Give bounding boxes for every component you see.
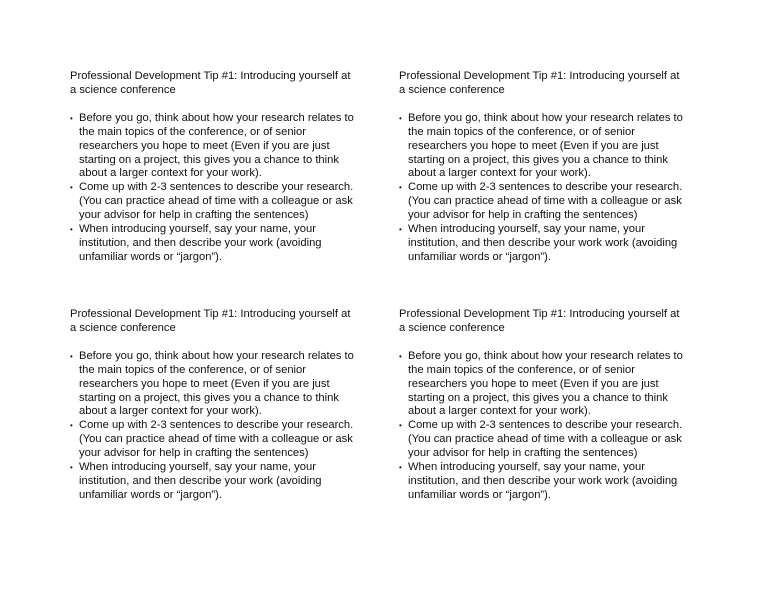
card-title-line: a science conference — [70, 83, 176, 96]
card-title-line: Professional Development Tip #1: Introducing yourself at — [399, 308, 680, 320]
bullet-icon: • — [399, 183, 402, 193]
tip-line: institution, and then describe your work work (avoiding — [408, 236, 678, 249]
tip-item — [70, 112, 370, 182]
tip-line: When introducing yourself, say your name, your — [408, 223, 645, 236]
bullet-icon: • — [399, 225, 402, 235]
card-title-line: a science conference — [399, 321, 505, 334]
tip-line: (You can practice ahead of time with a colleague or ask — [408, 433, 682, 446]
bullet-icon: • — [70, 225, 73, 235]
tip-card — [399, 70, 699, 265]
tip-line: the main topics of the conference, or of senior — [79, 125, 306, 138]
bullet-icon: • — [70, 351, 73, 361]
bullet-icon: • — [399, 421, 402, 431]
tip-line: Come up with 2-3 sentences to describe your research. — [79, 419, 354, 432]
tip-card — [70, 70, 370, 265]
tip-line: starting on a project, this gives you a chance to think — [79, 153, 339, 166]
tip-line: the main topics of the conference, or of senior — [408, 125, 635, 138]
bullet-icon: • — [399, 463, 402, 473]
tip-line: When introducing yourself, say your name, your — [408, 461, 645, 474]
bullet-icon: • — [399, 113, 402, 123]
tip-list — [70, 350, 370, 503]
tip-item — [399, 419, 699, 461]
card-title — [70, 70, 370, 98]
tip-line: unfamiliar words or “jargon”). — [408, 250, 551, 263]
tip-item — [70, 223, 370, 265]
tip-list — [70, 112, 370, 265]
tip-line: your advisor for help in crafting the sentences) — [79, 209, 309, 222]
tip-line: starting on a project, this gives you a chance to think — [79, 391, 339, 404]
tip-line: researchers you hope to meet (Even if you are just — [79, 377, 330, 390]
card-title-line: Professional Development Tip #1: Introducing yourself at — [70, 70, 351, 82]
card-title — [399, 70, 699, 98]
tip-line: your advisor for help in crafting the sentences) — [79, 447, 309, 460]
tip-line: researchers you hope to meet (Even if you are just — [408, 139, 659, 152]
tip-line: starting on a project, this gives you a chance to think — [408, 153, 668, 166]
tip-line: about a larger context for your work). — [79, 405, 262, 418]
bullet-icon: • — [70, 463, 73, 473]
tip-line: Come up with 2-3 sentences to describe your research. — [408, 419, 683, 432]
tip-line: (You can practice ahead of time with a colleague or ask — [79, 433, 353, 446]
tip-line: your advisor for help in crafting the sentences) — [408, 447, 638, 460]
tip-item — [399, 112, 699, 182]
tip-item — [70, 419, 370, 461]
tip-line: (You can practice ahead of time with a colleague or ask — [408, 195, 682, 208]
tip-line: the main topics of the conference, or of senior — [408, 363, 635, 376]
card-title-line: a science conference — [399, 83, 505, 96]
tip-line: your advisor for help in crafting the sentences) — [408, 209, 638, 222]
tip-line: Come up with 2-3 sentences to describe your research. — [408, 181, 683, 194]
card-title-line: Professional Development Tip #1: Introducing yourself at — [399, 70, 680, 82]
tip-item — [70, 350, 370, 420]
tip-line: institution, and then describe your work work (avoiding — [408, 474, 678, 487]
tip-line: Before you go, think about how your research relates to — [408, 349, 683, 362]
bullet-icon: • — [70, 421, 73, 431]
tip-line: about a larger context for your work). — [408, 405, 591, 418]
card-title — [70, 308, 370, 336]
tip-card — [70, 308, 370, 503]
tip-line: researchers you hope to meet (Even if you are just — [408, 377, 659, 390]
tip-line: institution, and then describe your work (avoiding — [79, 474, 322, 487]
tip-line: When introducing yourself, say your name, your — [79, 461, 316, 474]
tip-line: about a larger context for your work). — [79, 167, 262, 180]
bullet-icon: • — [70, 113, 73, 123]
bullet-icon: • — [70, 183, 73, 193]
bullet-icon: • — [399, 351, 402, 361]
tip-line: about a larger context for your work). — [408, 167, 591, 180]
tip-item — [70, 461, 370, 503]
tip-line: unfamiliar words or “jargon”). — [79, 250, 222, 263]
tip-line: the main topics of the conference, or of senior — [79, 363, 306, 376]
tip-item — [399, 223, 699, 265]
tip-line: starting on a project, this gives you a chance to think — [408, 391, 668, 404]
tip-line: researchers you hope to meet (Even if you are just — [79, 139, 330, 152]
tip-item — [399, 181, 699, 223]
tip-line: Before you go, think about how your research relates to — [408, 111, 683, 124]
card-title-line: a science conference — [70, 321, 176, 334]
tip-item — [399, 350, 699, 420]
tip-item — [399, 461, 699, 503]
tip-line: unfamiliar words or “jargon”). — [408, 488, 551, 501]
tip-card — [399, 308, 699, 503]
card-title-line: Professional Development Tip #1: Introducing yourself at — [70, 308, 351, 320]
tip-line: unfamiliar words or “jargon”). — [79, 488, 222, 501]
tip-line: Before you go, think about how your research relates to — [79, 349, 354, 362]
tip-line: (You can practice ahead of time with a colleague or ask — [79, 195, 353, 208]
tip-line: Before you go, think about how your research relates to — [79, 111, 354, 124]
tip-line: When introducing yourself, say your name, your — [79, 223, 316, 236]
card-title — [399, 308, 699, 336]
tip-list — [399, 112, 699, 265]
tip-item — [70, 181, 370, 223]
tip-list — [399, 350, 699, 503]
tip-line: Come up with 2-3 sentences to describe your research. — [79, 181, 354, 194]
tip-line: institution, and then describe your work (avoiding — [79, 236, 322, 249]
